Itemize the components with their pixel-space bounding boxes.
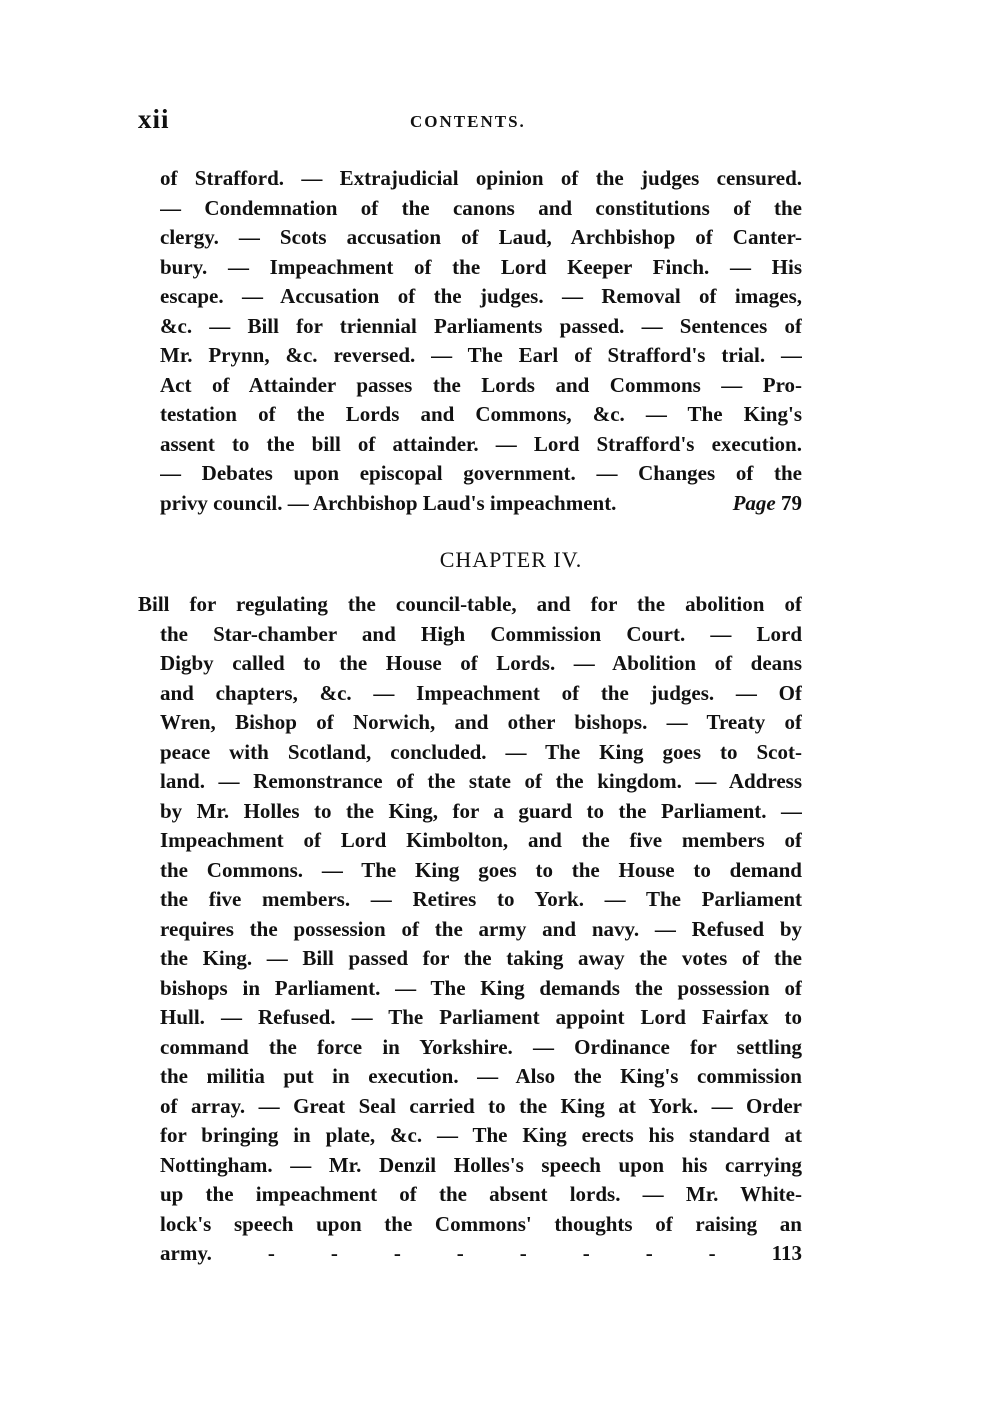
contents-entry-chapter-3 xyxy=(160,164,802,518)
entry-line: up the impeachment of the absent lords. — Mr. White- xyxy=(160,1182,802,1206)
leader-dot: - xyxy=(456,1241,464,1265)
leader-dot: - xyxy=(393,1241,401,1265)
entry-line: — Debates upon episcopal government. — Changes of the xyxy=(160,461,802,485)
entry-line: Digby called to the House of Lords. — Abolition of deans xyxy=(160,651,802,675)
contents-entry-chapter-4 xyxy=(138,590,802,1269)
entry-line: the five members. — Retires to York. — The Parliament xyxy=(160,887,802,911)
running-head-title: CONTENTS. xyxy=(410,112,526,131)
leader-dot: - xyxy=(708,1241,716,1265)
entry-line: of array. — Great Seal carried to the King at York. — Order xyxy=(160,1093,802,1118)
leader-dot: - xyxy=(645,1241,653,1265)
page-number: 79 xyxy=(781,490,802,515)
page-reference xyxy=(733,489,802,519)
running-head xyxy=(138,104,800,138)
entry-line: and chapters, &c. — Impeachment of the judges. — Of xyxy=(160,680,802,705)
leader-dot: - xyxy=(330,1241,338,1265)
entry-line: for bringing in plate, &c. — The King erects his standard at xyxy=(160,1123,802,1147)
entry-line-text: privy council. — Archbishop Laud's impeachment. xyxy=(160,490,617,515)
chapter-heading: CHAPTER IV. xyxy=(439,547,583,572)
entry-line: bishops in Parliament. — The King demands the possession of xyxy=(160,975,802,1000)
entry-line: Impeachment of Lord Kimbolton, and the five members of xyxy=(160,828,802,852)
leader-dot: - xyxy=(267,1241,275,1265)
leader-dot: - xyxy=(582,1241,590,1265)
entry-line: Nottingham. — Mr. Denzil Holles's speech upon his carrying xyxy=(160,1152,802,1177)
entry-line: requires the possession of the army and navy. — Refused by xyxy=(160,916,802,941)
entry-line: escape. — Accusation of the judges. — Removal of images, xyxy=(160,284,802,308)
entry-line: by Mr. Holles to the King, for a guard to the Parliament. — xyxy=(160,798,802,823)
entry-line: assent to the bill of attainder. — Lord Strafford's execution. xyxy=(160,431,802,456)
entry-line: Mr. Prynn, &c. reversed. — The Earl of Strafford's trial. — xyxy=(160,343,802,367)
entry-line: peace with Scotland, concluded. — The King goes to Scot- xyxy=(160,739,802,764)
entry-line-text: army. xyxy=(160,1241,212,1265)
entry-line: clergy. — Scots accusation of Laud, Archbishop of Canter- xyxy=(160,225,802,249)
entry-line: the King. — Bill passed for the taking away the votes of the xyxy=(160,946,802,970)
folio-page-number: xii xyxy=(138,104,170,134)
entry-final-line xyxy=(138,1239,802,1269)
entry-line: lock's speech upon the Commons' thoughts of raising an xyxy=(160,1211,802,1236)
page-number: 113 xyxy=(771,1241,802,1265)
entry-line: of Strafford. — Extrajudicial opinion of the judges censured. xyxy=(160,166,802,190)
entry-line: the Star-chamber and High Commission Court. — Lord xyxy=(160,621,802,646)
entry-line: the Commons. — The King goes to the House to demand xyxy=(160,857,802,882)
entry-line: the militia put in execution. — Also the King's commission xyxy=(160,1064,802,1088)
entry-line: Hull. — Refused. — The Parliament appoint Lord Fairfax to xyxy=(160,1005,802,1029)
entry-line: — Condemnation of the canons and constitutions of the xyxy=(160,195,802,220)
entry-final-line xyxy=(160,489,802,519)
entry-line: bury. — Impeachment of the Lord Keeper Finch. — His xyxy=(160,254,802,279)
leader-dot: - xyxy=(519,1241,527,1265)
entry-line: land. — Remonstrance of the state of the kingdom. — Address xyxy=(160,769,802,793)
entry-line: testation of the Lords and Commons, &c. — The King's xyxy=(160,402,802,426)
page-label: Page xyxy=(732,490,776,515)
entry-line: Act of Attainder passes the Lords and Commons — Pro- xyxy=(160,372,802,397)
entry-line: command the force in Yorkshire. — Ordinance for settling xyxy=(160,1034,802,1059)
leader-dots xyxy=(212,1239,772,1269)
entry-line: Bill for regulating the council-table, and for the abolition of xyxy=(138,592,802,616)
entry-line: Wren, Bishop of Norwich, and other bishops. — Treaty of xyxy=(160,710,802,734)
entry-line: &c. — Bill for triennial Parliaments passed. — Sentences of xyxy=(160,313,802,338)
